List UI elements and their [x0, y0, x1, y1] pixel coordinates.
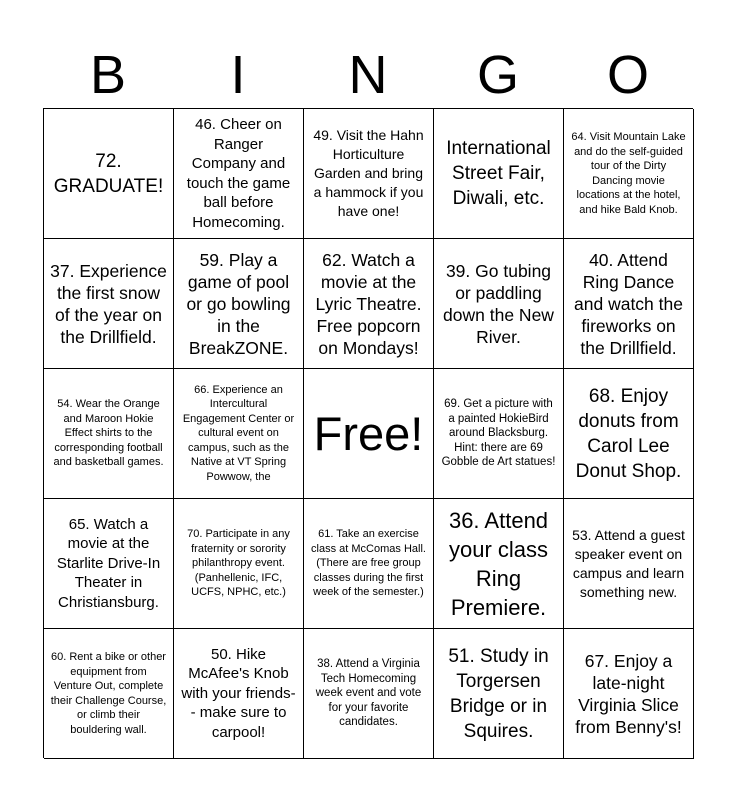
bingo-cell: [44, 109, 174, 239]
bingo-cell: [304, 109, 434, 239]
cell-text: 49. Visit the Hahn Horticulture Garden and bring a hammock if you have one!: [313, 127, 424, 219]
bingo-grid: [43, 108, 693, 758]
header-letter-i: I: [230, 45, 246, 105]
cell-text: 39. Go tubing or paddling down the New River.: [443, 260, 554, 347]
bingo-cell: [304, 499, 434, 629]
cell-text: 51. Study in Torgersen Bridge or in Squires.: [448, 645, 549, 742]
cell-text: 46. Cheer on Ranger Company and touch the game ball before Homecoming.: [186, 116, 291, 231]
cell-text: 59. Play a game of pool or go bowling in the BreakZONE.: [186, 249, 291, 358]
header-letter-o: O: [606, 45, 649, 105]
bingo-cell: [304, 239, 434, 369]
cell-text: 68. Enjoy donuts from Carol Lee Donut Shop.: [575, 385, 682, 482]
header-letter-g: G: [476, 45, 519, 105]
bingo-header: [43, 42, 693, 108]
bingo-cell: [174, 109, 304, 239]
cell-text: 40. Attend Ring Dance and watch the fireworks on the Drillfield.: [574, 249, 683, 358]
cell-text: 69. Get a picture with a painted HokieBird around Blacksburg. Hint: there are 69 Gobble de Art statues!: [441, 398, 556, 469]
bingo-cell: [564, 499, 694, 629]
bingo-cell: [564, 369, 694, 499]
bingo-cell: [304, 629, 434, 759]
bingo-cell: [564, 109, 694, 239]
bingo-cell: [44, 629, 174, 759]
bingo-cell: [434, 629, 564, 759]
bingo-cell: [44, 369, 174, 499]
header-letter-n: N: [348, 45, 388, 105]
cell-text: International Street Fair, Diwali, etc.: [446, 138, 551, 209]
cell-text: 36. Attend your class Ring Premiere.: [448, 507, 549, 620]
cell-text: 64. Visit Mountain Lake and do the self-guided tour of the Dirty Dancing movie locations at the hotel, and hike Bald Knob.: [571, 131, 686, 216]
cell-text: 38. Attend a Virginia Tech Homecoming week event and vote for your favorite candidates.: [315, 658, 422, 729]
free-space-text: Free!: [313, 406, 424, 460]
bingo-cell: [434, 369, 564, 499]
free-space: [304, 369, 434, 499]
cell-text: 60. Rent a bike or other equipment from Venture Out, complete their Challenge Course, or climb their bouldering wall.: [50, 651, 167, 736]
cell-text: 70. Participate in any fraternity or sorority philanthropy event. (Panhellenic, IFC, UCFS, NPHC, etc.): [187, 528, 290, 599]
bingo-cell: [174, 629, 304, 759]
cell-text: 62. Watch a movie at the Lyric Theatre. Free popcorn on Mondays!: [315, 249, 422, 358]
bingo-cell: [174, 239, 304, 369]
bingo-cell: [44, 499, 174, 629]
bingo-cell: [564, 629, 694, 759]
cell-text: 53. Attend a guest speaker event on campus and learn something new.: [572, 526, 685, 600]
bingo-cell: [434, 239, 564, 369]
cell-text: 61. Take an exercise class at McComas Hall. (There are free group classes during the first week of the semester.): [311, 528, 426, 599]
bingo-cell: [434, 109, 564, 239]
cell-text: 72. GRADUATE!: [53, 150, 164, 197]
cell-text: 54. Wear the Orange and Maroon Hokie Effect shirts to the corresponding football and basketball games.: [53, 398, 164, 469]
bingo-cell: [44, 239, 174, 369]
header-letter-b: B: [89, 45, 127, 105]
bingo-cell: [434, 499, 564, 629]
cell-text: 67. Enjoy a late-night Virginia Slice from Benny's!: [575, 650, 682, 737]
bingo-cell: [174, 369, 304, 499]
cell-text: 50. Hike McAfee's Knob with your friends-- make sure to carpool!: [181, 645, 296, 741]
bingo-cell: [564, 239, 694, 369]
cell-text: 37. Experience the first snow of the year on the Drillfield.: [50, 260, 167, 347]
bingo-cell: [174, 499, 304, 629]
cell-text: 66. Experience an Intercultural Engagement Center or cultural event on campus, such as the Native at VT Spring Powwow, the: [182, 383, 295, 483]
cell-text: 65. Watch a movie at the Starlite Drive-In Theater in Christiansburg.: [56, 515, 161, 611]
